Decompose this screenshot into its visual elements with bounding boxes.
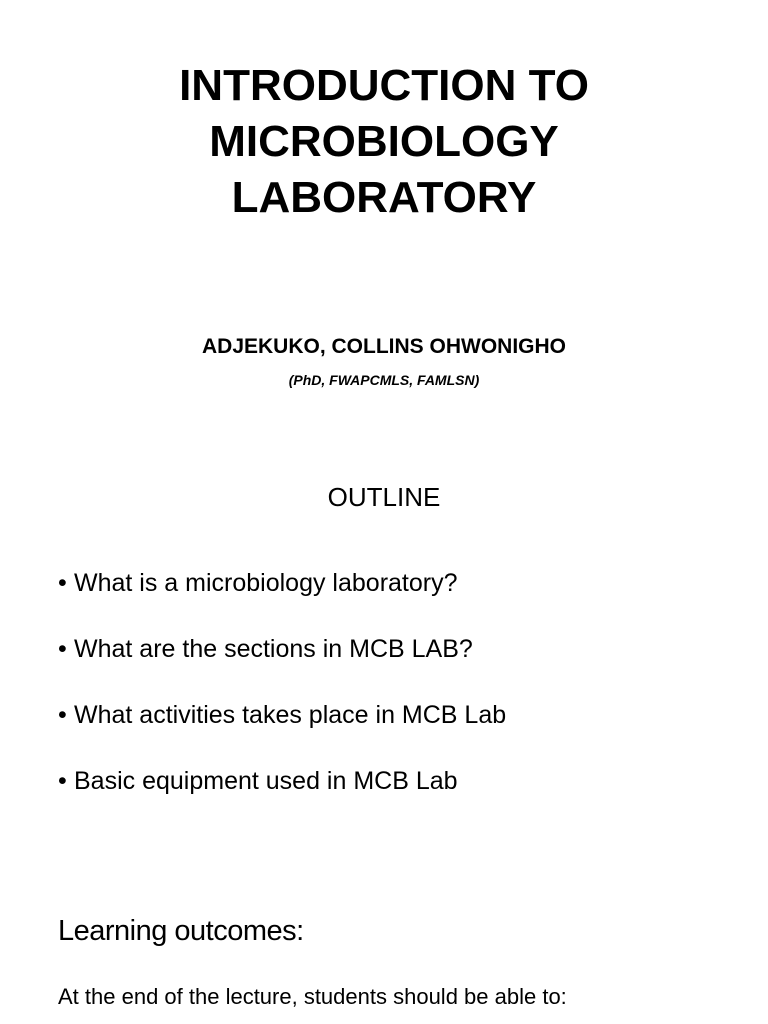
page-title [0, 58, 768, 226]
list-item-text: What activities takes place in MCB Lab [74, 701, 507, 729]
list-item [58, 764, 506, 830]
list-item-text: Basic equipment used in MCB Lab [74, 767, 458, 795]
outline-list [58, 566, 506, 830]
list-item-text: What are the sections in MCB LAB? [74, 635, 473, 663]
list-item [58, 632, 506, 698]
bullet-icon: • [58, 701, 67, 729]
title-line-3: LABORATORY [231, 173, 537, 222]
title-line-2: MICROBIOLOGY [209, 117, 559, 166]
title-line-1: INTRODUCTION TO [179, 61, 589, 110]
learning-outcomes-intro: At the end of the lecture, students should be able to: [58, 984, 567, 1009]
bullet-icon: • [58, 767, 67, 795]
author-credentials: (PhD, FWAPCMLS, FAMLSN) [288, 372, 480, 388]
list-item [58, 698, 506, 764]
list-item [58, 566, 506, 632]
bullet-icon: • [58, 569, 67, 597]
bullet-icon: • [58, 635, 67, 663]
learning-outcomes-heading: Learning outcomes: [58, 915, 304, 947]
outline-heading: OUTLINE [327, 482, 441, 512]
author-name: ADJEKUKO, COLLINS OHWONIGHO [201, 335, 566, 358]
list-item-text: What is a microbiology laboratory? [74, 569, 458, 597]
